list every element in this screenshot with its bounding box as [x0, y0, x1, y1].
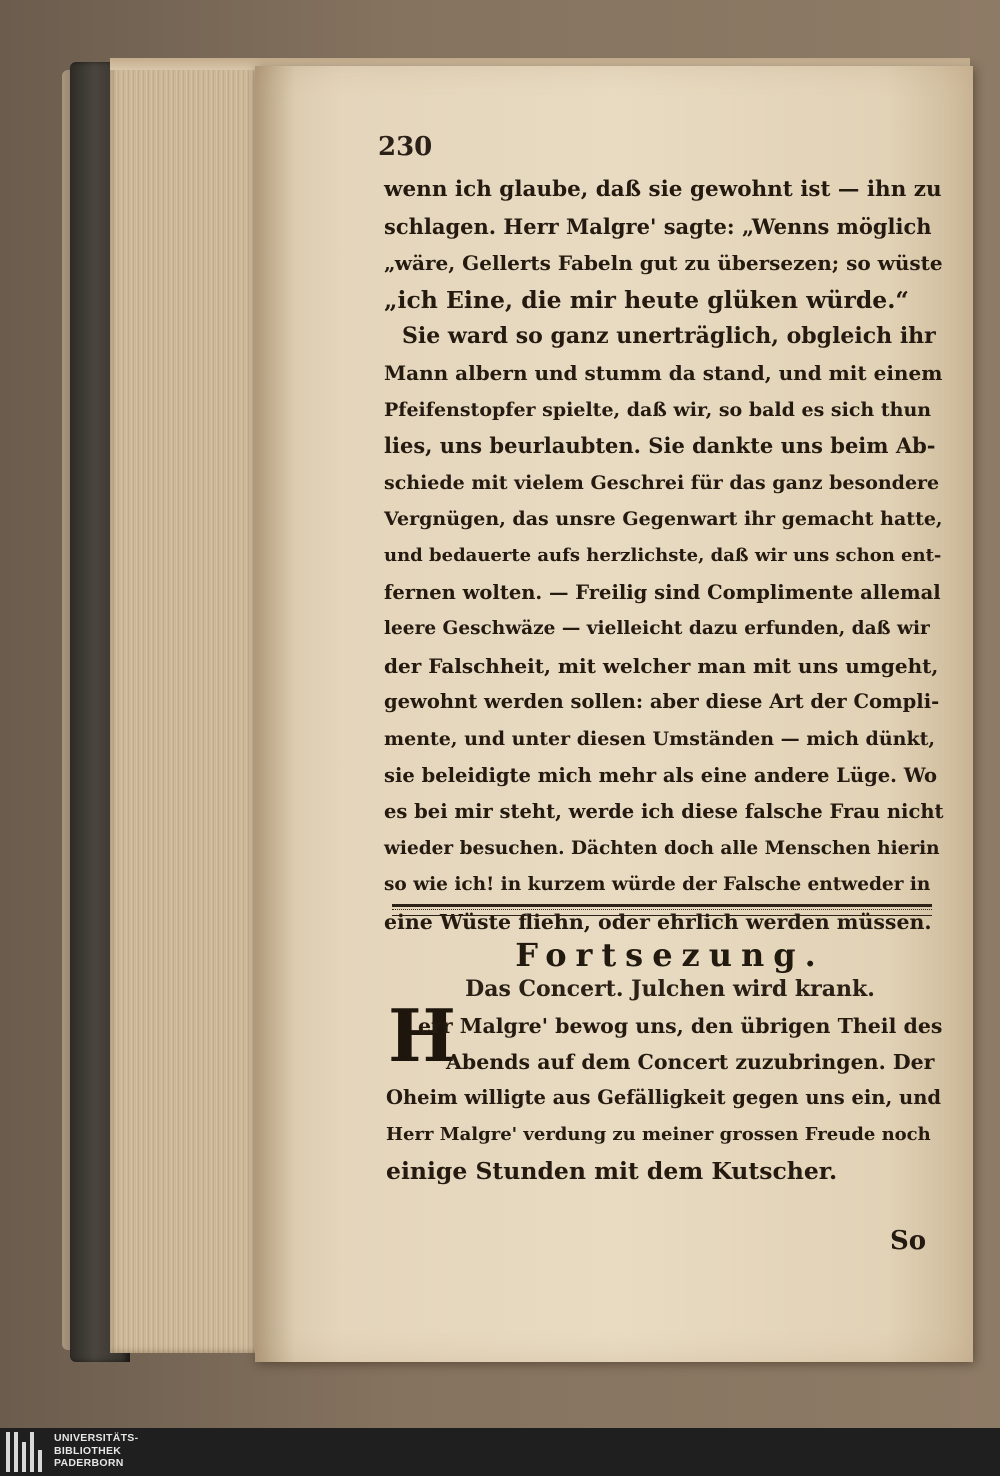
text-line: der Falschheit, mit welcher man mit uns umgeht, [384, 653, 939, 678]
text-line: leere Geschwäze — vielleicht dazu erfunden, daß wir [384, 618, 930, 640]
logo-line: PADERBORN [54, 1457, 124, 1469]
text-line: wenn ich glaube, daß sie gewohnt ist — ihn zu [384, 177, 942, 202]
text-line: err Malgre' bewog uns, den übrigen Theil des [418, 1014, 943, 1038]
text-line: Vergnügen, das unsre Gegenwart ihr gemacht hatte, [384, 508, 943, 531]
text-line: sie beleidigte mich mehr als eine andere Lüge. Wo [384, 763, 938, 787]
university-library-logo-icon [6, 1432, 46, 1472]
text-line: „wäre, Gellerts Fabeln gut zu übersezen; so wüste [384, 251, 943, 276]
text-line: Pfeifenstopfer spielte, daß wir, so bald es sich thun [384, 398, 932, 421]
text-line: Oheim willigte aus Gefälligkeit gegen uns ein, und [386, 1086, 942, 1110]
catchword: So [890, 1226, 927, 1256]
text-line: gewohnt werden sollen: aber diese Art der Compli- [384, 690, 940, 714]
drop-cap: H [388, 993, 457, 1078]
text-line: einige Stunden mit dem Kutscher. [386, 1156, 838, 1185]
text-line: fernen wolten. — Freilig sind Complimente allemal [384, 580, 941, 604]
text-line: wieder besuchen. Dächten doch alle Menschen hierin [384, 837, 940, 859]
page-stack-edge [110, 58, 260, 1353]
text-line: mente, und unter diesen Umständen — mich dünkt, [384, 728, 936, 750]
gutter-shadow [255, 66, 295, 1362]
text-line: es bei mir steht, werde ich diese falsche Frau nicht [384, 800, 944, 824]
text-line: Abends auf dem Concert zuzubringen. Der [446, 1050, 935, 1075]
logo-line: UNIVERSITÄTS- [54, 1432, 139, 1444]
text-line: Sie ward so ganz unerträglich, obgleich ihr [402, 323, 936, 350]
text-line: schiede mit vielem Geschrei für das ganz besondere [384, 471, 940, 494]
page-number: 230 [378, 132, 433, 162]
section-divider-ornament [392, 909, 932, 910]
text-line: lies, uns beurlaubten. Sie dankte uns beim Ab- [384, 433, 936, 459]
logo-line: BIBLIOTHEK [54, 1444, 122, 1457]
library-logo-text [54, 1432, 138, 1470]
footer-bar [0, 1428, 1000, 1476]
text-line: eine Wüste fliehn, oder ehrlich werden müssen. [384, 910, 932, 934]
text-line: „ich Eine, die mir heute glüken würde.“ [384, 285, 909, 314]
text-line: Herr Malgre' verdung zu meiner grossen Freude noch [386, 1123, 931, 1145]
section-subtitle: Das Concert. Julchen wird krank. [465, 976, 875, 1002]
text-line: Mann albern und stumm da stand, und mit einem [384, 361, 943, 385]
text-line: so wie ich! in kurzem würde der Falsche entweder in [384, 874, 931, 896]
section-heading: Fortsezung. [515, 936, 825, 974]
section-divider-rule [392, 904, 932, 916]
text-line: schlagen. Herr Malgre' sagte: „Wenns möglich [384, 213, 932, 239]
text-line: und bedauerte aufs herzlichste, daß wir uns schon ent- [384, 545, 942, 566]
